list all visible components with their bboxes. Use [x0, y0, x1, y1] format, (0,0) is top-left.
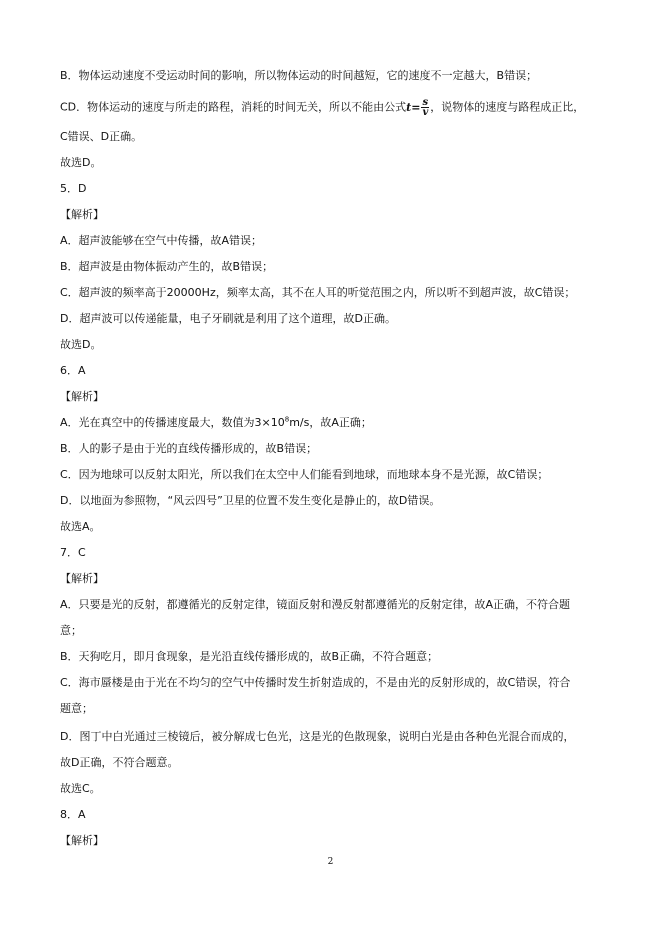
text-line: 故选C。 [60, 782, 101, 795]
text-line: 题意； [60, 702, 93, 715]
answer-number: 5．D [60, 182, 87, 195]
fraction-denominator: v [422, 107, 429, 118]
formula [406, 97, 430, 118]
text-line: 意； [60, 624, 82, 637]
section-heading: 【解析】 [60, 208, 104, 221]
text-segment: A．光在真空中的传播速度最大，数值为3×10 [60, 416, 285, 429]
text-line: 故选A。 [60, 520, 101, 533]
answer-number: 7．C [60, 546, 86, 559]
text-line: C．超声波的频率高于20000Hz，频率太高，其不在人耳的听觉范围之内，所以听不到超声波，故C错误； [60, 286, 576, 299]
text-line: D．以地面为参照物，“风云四号”卫星的位置不发生变化是静止的，故D错误。 [60, 494, 441, 507]
text-line: B．人的影子是由于光的直线传播形成的，故B错误； [60, 442, 318, 455]
text-line: B．天狗吃月，即月食现象，是光沿直线传播形成的，故B正确，不符合题意； [60, 650, 439, 663]
text-line: B．物体运动速度不受运动时间的影响，所以物体运动的时间越短，它的速度不一定越大，B错误； [60, 69, 538, 82]
text-line: 故D正确，不符合题意。 [60, 756, 179, 769]
exponent: 8 [284, 415, 290, 424]
text-line: B．超声波是由物体振动产生的，故B错误； [60, 260, 274, 273]
fraction-numerator: s [422, 97, 429, 108]
answer-number: 6．A [60, 364, 86, 377]
text-line: 故选D。 [60, 156, 102, 169]
text-line: A．只要是光的反射，都遵循光的反射定律，镜面反射和漫反射都遵循光的反射定律，故A正确，不符合题 [60, 598, 571, 611]
text-line: C．海市蜃楼是由于光在不均匀的空气中传播时发生折射造成的，不是由光的反射形成的，故C错误，符合 [60, 676, 571, 689]
text-line-with-formula [60, 98, 601, 117]
section-heading: 【解析】 [60, 834, 104, 847]
formula-variable: t [406, 100, 412, 114]
text-line: D．超声波可以传递能量，电子牙刷就是利用了这个道理，故D正确。 [60, 312, 396, 325]
text-line: C错误、D正确。 [60, 130, 143, 143]
page-number: 2 [327, 857, 334, 867]
text-line: 故选D。 [60, 338, 102, 351]
text-line: A．超声波能够在空气中传播，故A错误； [60, 234, 263, 247]
formula-equals: = [411, 100, 421, 114]
text-line: C．因为地球可以反射太阳光，所以我们在太空中人们能看到地球，而地球本身不是光源，故C错误； [60, 468, 549, 481]
formula-fraction [421, 98, 429, 117]
section-heading: 【解析】 [60, 390, 104, 403]
text-segment: m/s，故A正确； [289, 416, 372, 429]
section-heading: 【解析】 [60, 572, 104, 585]
answer-number: 8．A [60, 808, 86, 821]
text-line: D．图丁中白光通过三棱镜后，被分解成七色光，这是光的色散现象，说明白光是由各种色光混合而成的， [60, 730, 575, 743]
text-segment: CD．物体运动的速度与所走的路程，消耗的时间无关，所以不能由公式 [60, 100, 407, 114]
text-line-with-exponent [60, 416, 601, 430]
text-segment: ，说物体的速度与路程成正比， [430, 100, 585, 114]
